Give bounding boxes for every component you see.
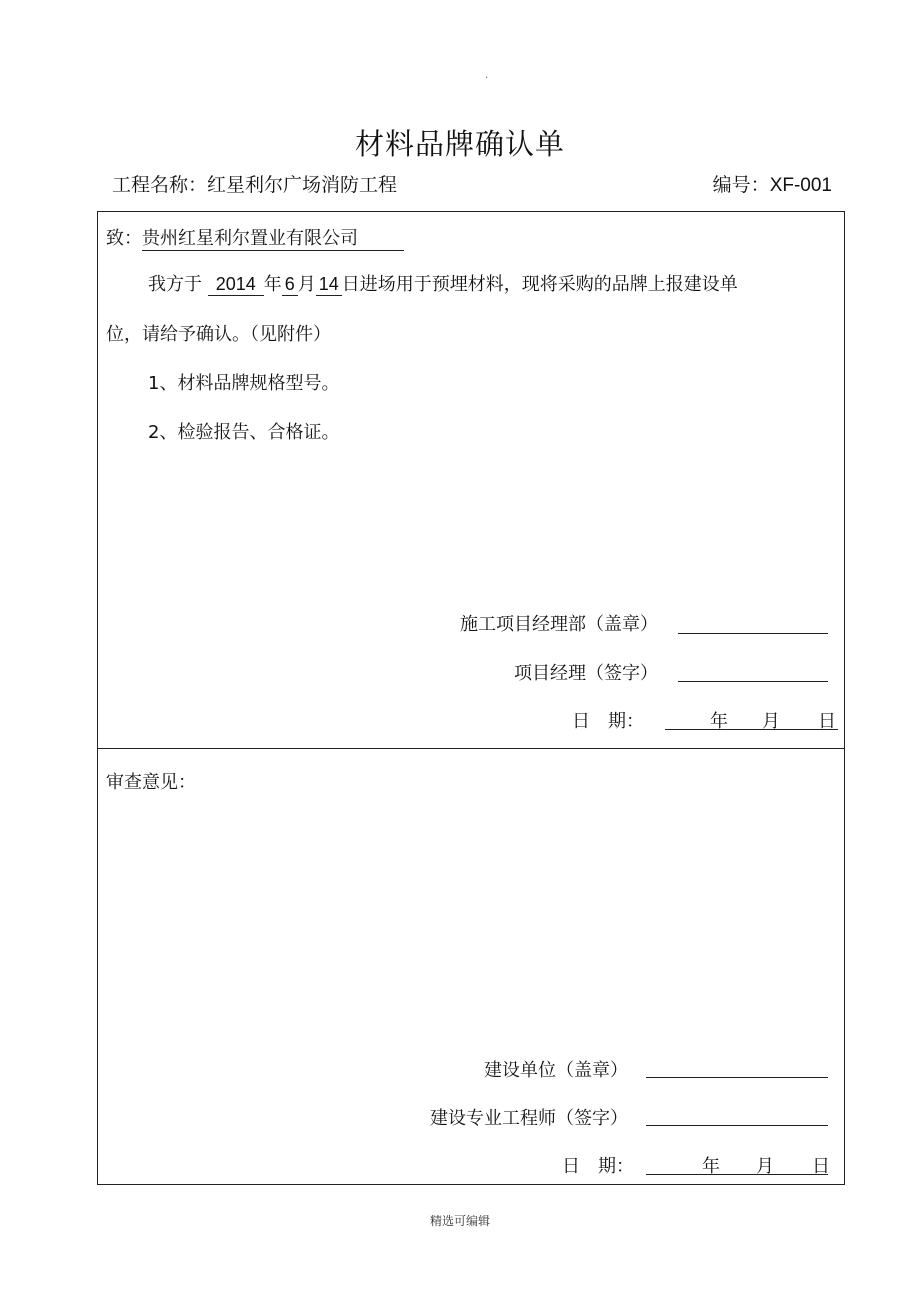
date-day-char-2: 日 (812, 1156, 830, 1177)
year-char: 年 (263, 274, 282, 295)
construction-dept-stamp-label: 施工项目经理部（盖章） (460, 614, 658, 635)
engineer-sign-label: 建设专业工程师（签字） (430, 1108, 628, 1129)
project-manager-sign-line (678, 681, 828, 682)
construction-dept-stamp-line (678, 633, 828, 634)
code-label: 编号： (712, 174, 770, 196)
owner-stamp-line (646, 1077, 828, 1078)
p1-prefix: 我方于 (148, 274, 202, 295)
review-opinion-label: 审查意见： (106, 772, 196, 793)
project-name: 红星利尔广场消防工程 (207, 174, 398, 196)
p1-suffix: 日进场用于预埋材料，现将采购的品牌上报建设单 (341, 274, 738, 295)
entry-day: 14 (316, 274, 342, 296)
project-label: 工程名称： (112, 174, 208, 196)
date-line-2 (646, 1174, 828, 1175)
recipient-row (106, 224, 404, 251)
entry-month: 6 (282, 274, 298, 296)
to-label: 致： (106, 228, 142, 249)
entry-year: 2014 (208, 274, 264, 296)
date-label-2: 日 期： (562, 1156, 634, 1177)
document-code (713, 170, 832, 197)
owner-stamp-label: 建设单位（盖章） (484, 1060, 628, 1081)
date-year-char-1: 年 (710, 711, 728, 732)
list-item-1: 1、材料品牌规格型号。 (148, 373, 340, 394)
recipient-name: 贵州红星利尔置业有限公司 (142, 224, 404, 251)
date-day-char-1: 日 (818, 711, 836, 732)
date-line-1 (665, 729, 838, 730)
engineer-sign-line (646, 1125, 828, 1126)
paragraph-line-2: 位，请给予确认。（见附件） (106, 324, 331, 345)
date-month-char-2: 月 (756, 1156, 774, 1177)
project-manager-sign-label: 项目经理（签字） (514, 663, 658, 684)
form-table (97, 211, 845, 1185)
list-item-2: 2、检验报告、合格证。 (148, 422, 340, 443)
top-dot: . (485, 70, 489, 81)
section-divider (97, 748, 845, 749)
date-month-char-1: 月 (762, 711, 780, 732)
footer-note: 精选可编辑 (429, 1214, 490, 1228)
paragraph-line-1 (148, 270, 738, 296)
project-name-row (112, 170, 397, 197)
date-year-char-2: 年 (702, 1156, 720, 1177)
date-label-1: 日 期： (572, 711, 644, 732)
code-value: XF-001 (769, 175, 832, 196)
document-title: 材料品牌确认单 (354, 127, 565, 161)
month-char: 月 (297, 274, 316, 295)
